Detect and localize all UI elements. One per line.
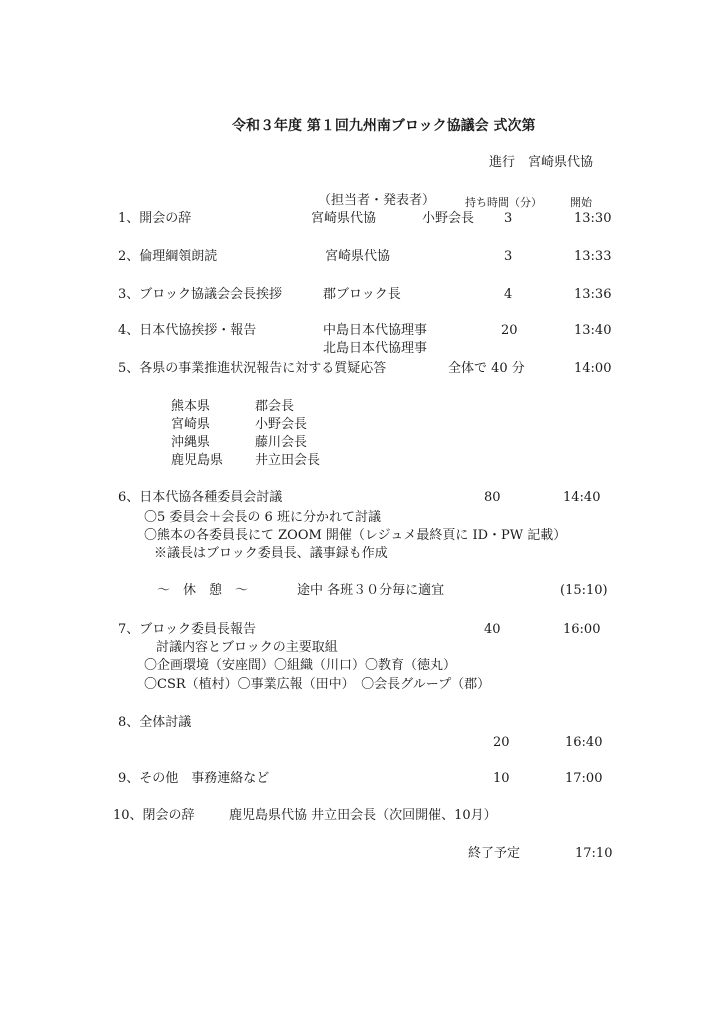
item-start: 13:40 [574,323,612,338]
prefecture-person: 藤川会長 [255,435,308,450]
item-start: 14:40 [563,490,601,505]
header-duration: 持ち時間（分） [465,196,542,209]
item-duration: 全体で 40 分 [448,361,525,376]
item-presenter: 宮崎県代協 [325,249,391,264]
item-label: 7、ブロック委員長報告 [118,622,257,637]
item-label: 4、日本代協挨拶・報告 [118,323,257,338]
item-duration: 80 [484,490,501,505]
document-title: 令和３年度 第１回九州南ブロック協議会 式次第 [232,118,536,134]
item-duration: 20 [501,323,518,338]
item-label: 10、閉会の辞 [113,808,195,823]
item-label: 8、全体討議 [118,715,192,730]
item-duration: 10 [493,771,510,786]
item-note: 〇企画環境（安座間）〇組織（川口）〇教育（徳丸） [144,658,457,673]
prefecture-person: 井立田会長 [255,453,321,468]
item-label: 1、開会の辞 [118,211,192,226]
prefecture-person: 小野会長 [255,417,308,432]
break-note: 途中 各班３０分毎に適宜 [297,583,445,598]
item-duration: 4 [504,287,513,302]
item-presenter: 宮崎県代協 [311,211,377,226]
end-label: 終了予定 [468,846,521,861]
item-note: 〇CSR（植村）〇事業広報（田中） 〇会長グループ（郡） [144,677,491,692]
item-start: 17:00 [565,771,603,786]
item-start: 16:40 [565,735,603,750]
item-note: 討議内容とブロックの主要取組 [156,640,338,655]
end-time: 17:10 [575,846,613,861]
item-duration: 3 [504,211,513,226]
item-label: 3、ブロック協議会会長挨拶 [118,287,283,302]
item-presenter: 鹿児島県代協 井立田会長（次回開催、10月） [229,808,497,823]
item-presenter: 郡ブロック長 [323,287,401,302]
item-presenter-2: 北島日本代協理事 [323,341,428,356]
item-label: 5、各県の事業推進状況報告に対する質疑応答 [118,361,387,376]
prefecture-person: 郡会長 [255,399,295,414]
item-start: 13:33 [574,249,612,264]
item-label: 2、倫理綱領朗読 [118,249,218,264]
header-presenter: （担当者・発表者） [318,193,436,208]
item-start: 16:00 [563,622,601,637]
item-label: 9、その他 事務連絡など [118,771,270,786]
item-note: 〇5 委員会＋会長の 6 班に分かれて討議 [144,510,381,525]
item-note: 〇熊本の各委員長にて ZOOM 開催（レジュメ最終頁に ID・PW 記載） [144,528,567,543]
prefecture-name: 沖縄県 [171,435,211,450]
prefecture-name: 熊本県 [171,399,211,414]
item-duration: 20 [493,735,510,750]
prefecture-name: 鹿児島県 [171,453,224,468]
header-start: 開始 [570,196,592,209]
item-person: 小野会長 [422,211,475,226]
item-presenter: 中島日本代協理事 [323,323,428,338]
item-duration: 40 [484,622,501,637]
moderator: 進行 宮崎県代協 [489,155,594,170]
item-duration: 3 [504,249,513,264]
item-start: 14:00 [574,361,612,376]
break-label: ～ 休 憩 ～ [157,583,249,598]
item-note: ※議長はブロック委員長、議事録も作成 [154,546,388,561]
item-start: 13:30 [574,211,612,226]
break-time: (15:10) [560,583,608,598]
item-start: 13:36 [574,287,612,302]
prefecture-name: 宮崎県 [171,417,211,432]
item-label: 6、日本代協各種委員会討議 [118,490,283,505]
